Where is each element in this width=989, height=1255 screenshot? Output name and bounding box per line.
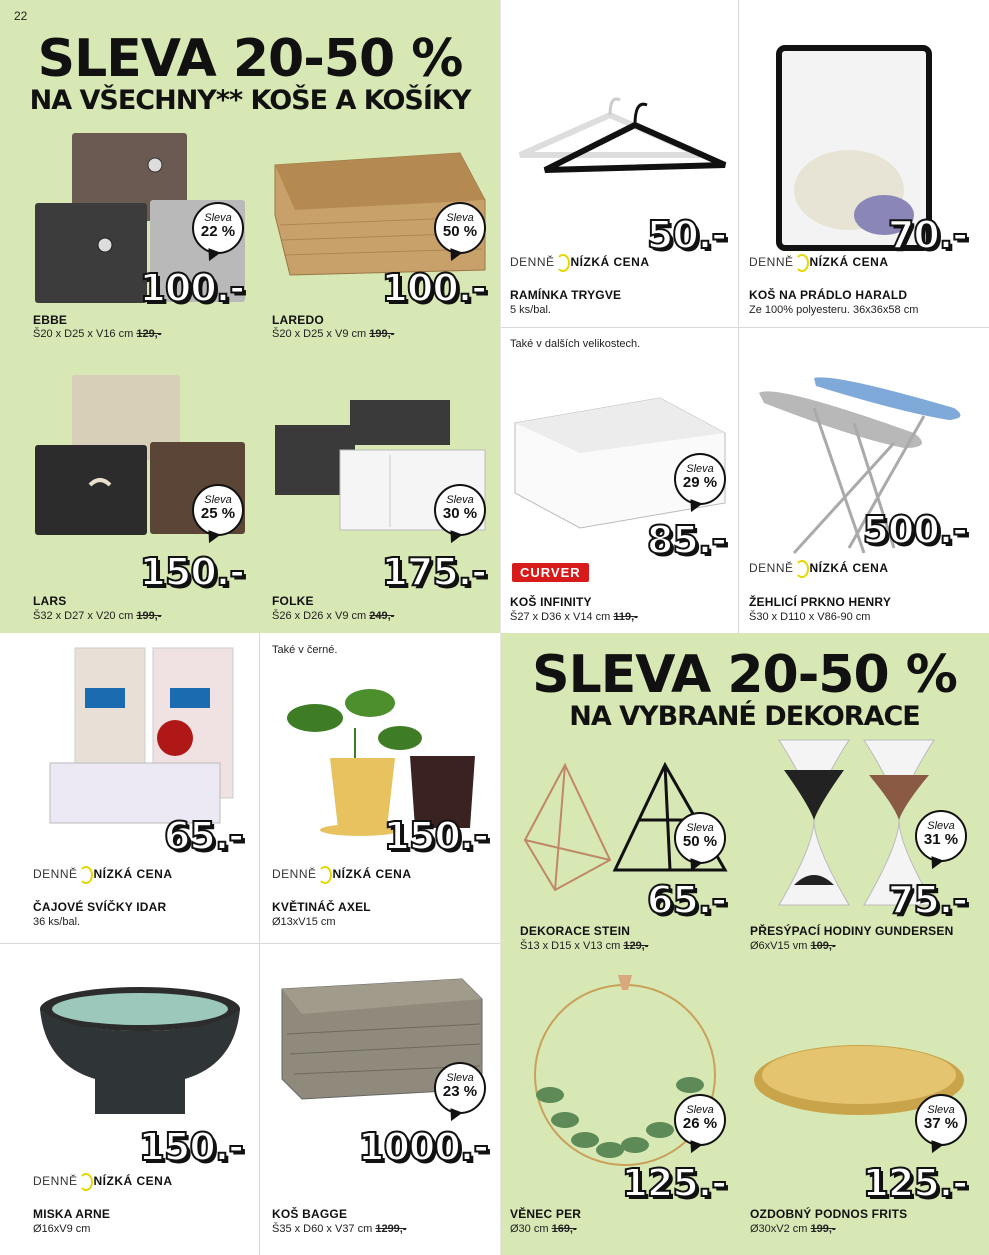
product-desc: Š26 x D26 x V9 cm 249,- [272,610,395,622]
discount-badge: Sleva 37 % [915,1094,967,1146]
product-desc: Š30 x D110 x V86-90 cm [749,611,871,623]
promo-line1: SLEVA 20-50 % [532,645,957,705]
product-name: RAMÍNKA TRYGVE [510,288,622,302]
low-price-label: DENNĚ NÍZKÁ CENA [510,254,650,272]
product-desc: Š20 x D25 x V16 cm 129,- [33,328,162,340]
product-desc: Ø6xV15 vm 109,- [750,940,836,952]
product-name: PŘESÝPACÍ HODINY GUNDERSEN [750,924,954,938]
product-axel[interactable] [260,633,500,943]
product-infinity[interactable] [500,328,738,633]
product-name: EBBE [33,313,68,327]
product-gundersen[interactable] [739,730,989,955]
product-henry[interactable] [739,328,989,633]
price: 65.- [646,878,726,922]
product-ebbe[interactable] [0,120,250,340]
price: 70.- [887,213,967,257]
price: 500.- [862,508,967,552]
product-name: KVĚTINÁČ AXEL [272,900,371,914]
availability-note: Také v černé. [272,644,338,656]
low-price-label: DENNĚ NÍZKÁ CENA [749,254,889,272]
price: 100.- [139,266,244,310]
tealights-image [45,643,245,833]
product-stein[interactable] [500,740,738,955]
product-desc: Š27 x D36 x V14 cm 119,- [510,611,638,623]
product-name: OZDOBNÝ PODNOS FRITS [750,1207,908,1221]
swirl-icon [79,866,93,884]
discount-badge: Sleva 29 % [674,453,726,505]
discount-badge: Sleva 31 % [915,810,967,862]
product-desc: Ø16xV9 cm [33,1223,91,1235]
product-name: LAREDO [272,313,324,327]
swirl-icon [556,254,570,272]
promo-line2: NA VŠECHNY** KOŠE A KOŠÍKY [29,85,471,116]
low-price-label: DENNĚ NÍZKÁ CENA [272,866,412,884]
product-name: MISKA ARNE [33,1207,111,1221]
low-price-label: DENNĚ NÍZKÁ CENA [33,866,173,884]
price: 125.- [621,1161,726,1205]
curver-logo: CURVER [512,563,589,582]
swirl-icon [795,254,809,272]
product-desc: 5 ks/bal. [510,304,551,316]
product-desc: 36 ks/bal. [33,916,81,928]
availability-note: Také v dalších velikostech. [510,338,641,350]
product-name: DEKORACE STEIN [520,924,631,938]
bowl-image [35,984,245,1124]
swirl-icon [795,560,809,578]
discount-badge: Sleva 22 % [192,202,244,254]
product-name: FOLKE [272,594,314,608]
price: 150.- [383,814,488,858]
product-desc: Ø13xV15 cm [272,916,336,928]
price: 100.- [381,266,486,310]
product-name: ŽEHLICÍ PRKNO HENRY [749,595,892,609]
low-price-label: DENNĚ NÍZKÁ CENA [33,1173,173,1191]
price: 50.- [646,213,726,257]
page-number: 22 [14,9,28,23]
product-lars[interactable] [0,360,250,630]
price: 1000.- [358,1125,488,1169]
product-desc: Ze 100% polyesteru. 36x36x58 cm [749,304,919,316]
product-desc: Š35 x D60 x V37 cm 1299,- [272,1223,407,1235]
discount-badge: Sleva 25 % [192,484,244,536]
price: 150.- [138,1125,243,1169]
discount-badge: Sleva 50 % [674,812,726,864]
product-per[interactable] [500,960,738,1255]
price: 125.- [862,1161,967,1205]
promo-line2: NA VYBRANÉ DEKORACE [569,701,920,732]
product-trygve[interactable] [500,0,738,327]
product-desc: Š13 x D15 x V13 cm 129,- [520,940,649,952]
product-name: VĚNEC PER [510,1207,582,1221]
product-name: KOŠ BAGGE [272,1207,348,1221]
promo-headline-baskets [0,29,500,116]
price: 75.- [887,878,967,922]
product-name: LARS [33,594,67,608]
low-price-label: DENNĚ NÍZKÁ CENA [749,560,889,578]
price: 85.- [646,518,726,562]
promo-line1: SLEVA 20-50 % [37,29,463,89]
promo-headline-decor [500,645,989,732]
product-harald[interactable] [739,0,989,327]
swirl-icon [318,866,332,884]
product-idar[interactable] [0,633,259,943]
discount-badge: Sleva 50 % [434,202,486,254]
hangers-image [510,85,730,185]
price: 150.- [139,550,244,594]
product-frits[interactable] [739,960,989,1255]
price: 175.- [381,550,486,594]
swirl-icon [79,1173,93,1191]
product-folke[interactable] [250,360,500,630]
product-bagge[interactable] [260,944,500,1255]
price: 65.- [163,814,243,858]
product-laredo[interactable] [250,120,500,340]
product-desc: Š32 x D27 x V20 cm 199,- [33,610,162,622]
product-name: ČAJOVÉ SVÍČKY IDAR [33,900,167,914]
product-desc: Š20 x D25 x V9 cm 199,- [272,328,395,340]
discount-badge: Sleva 30 % [434,484,486,536]
product-arne[interactable] [0,944,259,1255]
product-name: KOŠ INFINITY [510,595,592,609]
product-desc: Ø30xV2 cm 199,- [750,1223,836,1235]
product-desc: Ø30 cm 169,- [510,1223,577,1235]
product-name: KOŠ NA PRÁDLO HARALD [749,288,908,302]
discount-badge: Sleva 26 % [674,1094,726,1146]
discount-badge: Sleva 23 % [434,1062,486,1114]
